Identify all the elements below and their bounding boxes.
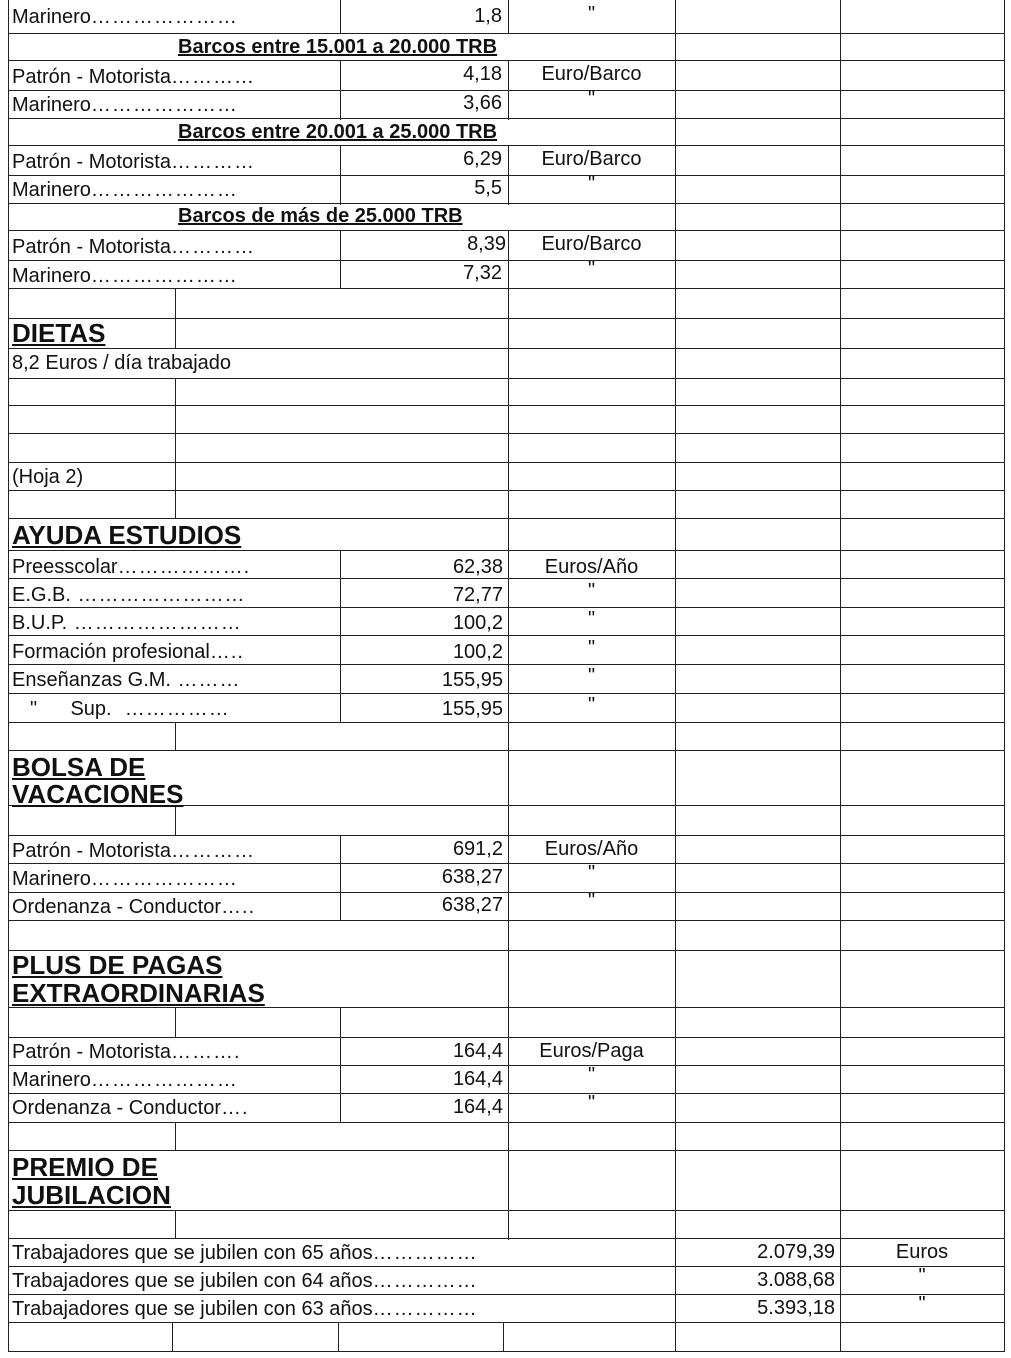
row-label: Marinero…………………	[12, 1069, 238, 1091]
grid-row	[8, 578, 1005, 579]
grid-row	[8, 230, 1005, 231]
row-label: Patrón - Motorista…………	[12, 840, 255, 862]
row-value: 3.088,68	[757, 1269, 835, 1291]
grid-row	[8, 1150, 1005, 1151]
grid-row	[8, 462, 1005, 463]
row-unit: "	[587, 637, 596, 659]
row-label: Ordenanza - Conductor….	[12, 1097, 249, 1119]
grid-row	[8, 175, 1005, 176]
row-unit: Euros	[895, 1241, 949, 1263]
grid-row	[8, 318, 1005, 319]
row-label: Ordenanza - Conductor…..	[12, 896, 256, 918]
grid-col-1b	[175, 378, 176, 518]
row-label: Formación profesional…..	[12, 641, 244, 663]
row-unit: "	[587, 1064, 596, 1086]
grid-row	[8, 1351, 1005, 1352]
grid-row	[8, 60, 1005, 61]
grid-row	[8, 1238, 1005, 1239]
row-value: 8,39	[467, 233, 506, 255]
row-value: 638,27	[441, 894, 503, 916]
grid-row	[8, 550, 1005, 551]
grid-row	[8, 635, 1005, 636]
grid-row	[8, 490, 1005, 491]
row-label: Trabajadores que se jubilen con 65 años……………	[12, 1242, 478, 1264]
row-unit: "	[918, 1265, 926, 1287]
row-unit: Euro/Barco	[541, 63, 642, 85]
hoja-label: (Hoja 2)	[12, 466, 84, 488]
row-value: 164,4	[452, 1096, 503, 1118]
row-value: 62,38	[452, 556, 503, 578]
grid-row	[8, 835, 1005, 836]
grid-row	[8, 693, 1005, 694]
row-value: 691,2	[452, 838, 503, 860]
row-value: 5,5	[474, 177, 502, 199]
row-unit: "	[587, 580, 596, 602]
row-label: Marinero…………………	[12, 868, 238, 890]
row-label: Marinero…………………	[12, 6, 238, 28]
row-unit: Euros/Año	[544, 838, 639, 860]
grid-col-1f	[175, 1122, 176, 1150]
row-value: 1,8	[474, 5, 502, 27]
section-title-dietas: DIETAS	[12, 318, 106, 348]
row-unit: "	[587, 3, 596, 25]
row-label: Marinero…………………	[12, 94, 238, 116]
grid-row	[8, 750, 1005, 751]
grid-col-2h	[338, 1322, 339, 1352]
grid-row	[8, 1065, 1005, 1066]
row-value: 638,27	[441, 866, 503, 888]
grid-row	[8, 920, 1005, 921]
grid-row	[8, 1037, 1005, 1038]
grid-col-1e	[175, 1007, 176, 1037]
grid-row	[8, 260, 1005, 261]
row-unit: Euros/Año	[544, 556, 639, 578]
row-unit: "	[587, 1092, 596, 1114]
section-title-plus-1: PLUS DE PAGAS	[12, 950, 223, 980]
row-value: 7,32	[463, 262, 502, 284]
grid-row	[8, 203, 1005, 204]
row-unit: Euro/Barco	[541, 148, 642, 170]
row-value: 100,2	[452, 641, 503, 663]
row-unit: Euro/Barco	[541, 233, 642, 255]
grid-col-3e	[503, 1322, 504, 1352]
row-value: 155,95	[441, 669, 503, 691]
row-unit: "	[587, 665, 596, 687]
grid-row	[8, 1093, 1005, 1094]
grid-row	[8, 607, 1005, 608]
section-title-bolsa-1: BOLSA DE	[12, 752, 146, 782]
row-value: 72,77	[452, 584, 503, 606]
row-value: 155,95	[441, 698, 503, 720]
grid-row	[8, 288, 1005, 289]
grid-row	[8, 1122, 1005, 1123]
row-label: Marinero…………………	[12, 179, 238, 201]
row-unit: "	[587, 694, 596, 716]
grid-row	[8, 664, 1005, 665]
group-title: Barcos entre 15.001 a 20.000 TRB	[178, 36, 498, 58]
grid-col-3d	[508, 230, 509, 1240]
grid-row	[8, 892, 1005, 893]
section-title-premio-2: JUBILACION	[12, 1180, 171, 1210]
section-title-bolsa-2: VACACIONES	[12, 779, 184, 809]
row-unit: "	[587, 88, 596, 110]
row-label: Enseñanzas G.M. ………	[12, 669, 241, 691]
row-value: 6,29	[463, 148, 502, 170]
row-label: B.U.P. ……………………	[12, 612, 242, 634]
grid-row	[8, 433, 1005, 434]
row-label: " Sup. ……………	[30, 698, 230, 720]
row-unit: Euros/Paga	[539, 1040, 644, 1062]
grid-row	[8, 348, 1005, 349]
row-value: 5.393,18	[757, 1297, 835, 1319]
grid-row	[8, 118, 1005, 119]
grid-col-1h	[172, 1322, 173, 1352]
section-title-plus-2: EXTRAORDINARIAS	[12, 978, 265, 1008]
section-title-ayuda: AYUDA ESTUDIOS	[12, 520, 242, 550]
row-label: Marinero…………………	[12, 265, 238, 287]
grid-row	[8, 145, 1005, 146]
grid-row	[8, 405, 1005, 406]
row-label: Preesscolar……………….	[12, 556, 251, 578]
dietas-text: 8,2 Euros / día trabajado	[12, 352, 232, 374]
grid-row	[8, 722, 1005, 723]
grid-row	[8, 863, 1005, 864]
grid-row	[8, 1322, 1005, 1323]
group-title: Barcos entre 20.001 a 25.000 TRB	[178, 121, 498, 143]
grid-col-1g	[175, 1210, 176, 1238]
row-label: Patrón - Motorista…………	[12, 236, 255, 258]
row-value: 3,66	[463, 92, 502, 114]
row-unit: "	[587, 862, 596, 884]
grid-row	[8, 33, 1005, 34]
grid-col-1d	[175, 805, 176, 835]
grid-row	[8, 1210, 1005, 1211]
row-unit: "	[587, 890, 596, 912]
row-label: Patrón - Motorista……….	[12, 1041, 241, 1063]
section-title-premio-1: PREMIO DE	[12, 1152, 158, 1182]
row-unit: "	[587, 173, 596, 195]
row-value: 164,4	[452, 1040, 503, 1062]
grid-col-1c	[175, 722, 176, 750]
grid-row	[8, 90, 1005, 91]
row-label: Patrón - Motorista…………	[12, 151, 255, 173]
row-value: 100,2	[452, 612, 503, 634]
group-title: Barcos de más de 25.000 TRB	[178, 205, 463, 227]
row-label: Trabajadores que se jubilen con 64 años……………	[12, 1270, 478, 1292]
grid-row	[8, 378, 1005, 379]
row-label: Trabajadores que se jubilen con 63 años……………	[12, 1298, 478, 1320]
grid-row	[8, 518, 1005, 519]
row-value: 4,18	[463, 63, 502, 85]
row-unit: "	[587, 608, 596, 630]
row-label: E.G.B. ……………………	[12, 584, 246, 606]
row-value: 164,4	[452, 1068, 503, 1090]
row-unit: "	[918, 1293, 926, 1315]
row-value: 2.079,39	[757, 1241, 835, 1263]
row-label: Patrón - Motorista…………	[12, 66, 255, 88]
row-unit: "	[587, 258, 596, 280]
